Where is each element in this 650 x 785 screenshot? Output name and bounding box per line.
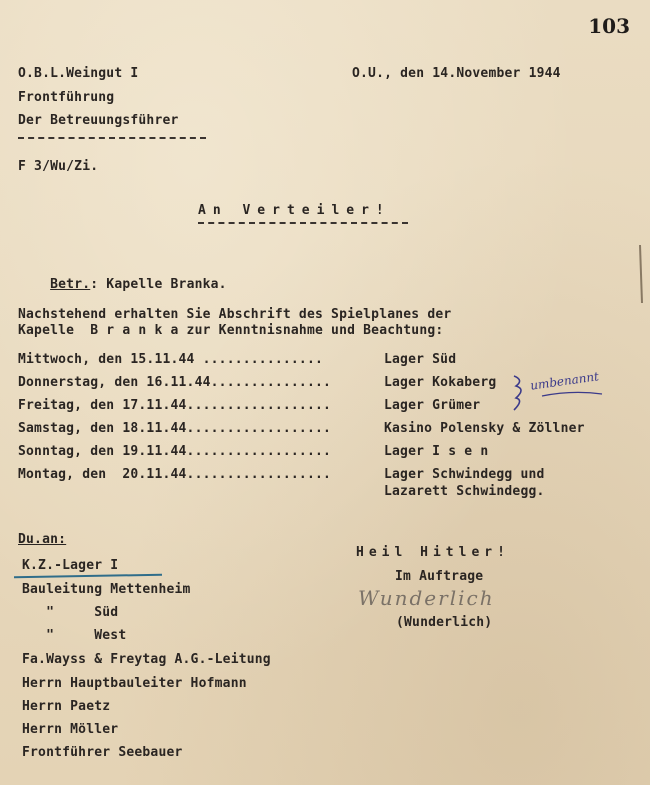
addressee-rule [198, 222, 408, 224]
cc-item: Herrn Möller [22, 722, 119, 737]
page-number: 103 [588, 14, 630, 38]
schedule-place: Lager Schwindegg und [384, 467, 545, 482]
cc-item: Frontführer Seebauer [22, 745, 183, 760]
cc-item: Herrn Hauptbauleiter Hofmann [22, 676, 247, 691]
header-dept: Frontführung [18, 90, 115, 105]
schedule-place: Lazarett Schwindegg. [384, 484, 545, 499]
subject-label: Betr. [50, 277, 91, 292]
addressee-heading: An Verteiler! [198, 203, 391, 218]
cc-item: Bauleitung Mettenheim [22, 582, 191, 597]
closing-greeting: Heil Hitler! [356, 545, 510, 560]
schedule-day: Mittwoch, den 15.11.44 ............... [18, 352, 324, 367]
cc-item: " Süd [22, 605, 119, 620]
closing-name: (Wunderlich) [396, 615, 493, 630]
cc-item: Fa.Wayss & Freytag A.G.-Leitung [22, 652, 271, 667]
header-role: Der Betreuungsführer [18, 113, 179, 128]
schedule-place: Kasino Polensky & Zöllner [384, 421, 585, 436]
schedule-day: Freitag, den 17.11.44.................. [18, 398, 332, 413]
cc-item: " West [22, 628, 127, 643]
blue-underline [14, 574, 162, 579]
subject-text: : Kapelle Branka. [90, 277, 227, 292]
signature: Wunderlich [358, 586, 495, 610]
handwritten-note: umbenannt [529, 369, 600, 393]
cc-label: Du.an: [18, 532, 67, 547]
schedule-day: Samstag, den 18.11.44.................. [18, 421, 332, 436]
schedule-day: Sonntag, den 19.11.44.................. [18, 444, 332, 459]
header-rule [18, 137, 206, 139]
intro-line-2: Kapelle B r a n k a zur Kenntnisnahme und Beachtung: [18, 323, 444, 338]
intro-line-1: Nachstehend erhalten Sie Abschrift des Spielplanes der [18, 307, 452, 322]
place-date: O.U., den 14.November 1944 [352, 66, 561, 81]
schedule-place: Lager I s e n [384, 444, 489, 459]
subject-line [18, 262, 227, 307]
header-org: O.B.L.Weingut I [18, 66, 139, 81]
schedule-place: Lager Kokaberg [384, 375, 497, 390]
schedule-place: Lager Grümer [384, 398, 481, 413]
reference-code: F 3/Wu/Zi. [18, 159, 99, 174]
schedule-day: Montag, den 20.11.44.................. [18, 467, 332, 482]
cc-item: Herrn Paetz [22, 699, 111, 714]
schedule-day: Donnerstag, den 16.11.44............... [18, 375, 332, 390]
closing-on-behalf: Im Auftrage [395, 569, 484, 584]
cc-item: K.Z.-Lager I [22, 558, 119, 573]
margin-mark-icon [636, 245, 646, 305]
schedule-place: Lager Süd [384, 352, 457, 367]
